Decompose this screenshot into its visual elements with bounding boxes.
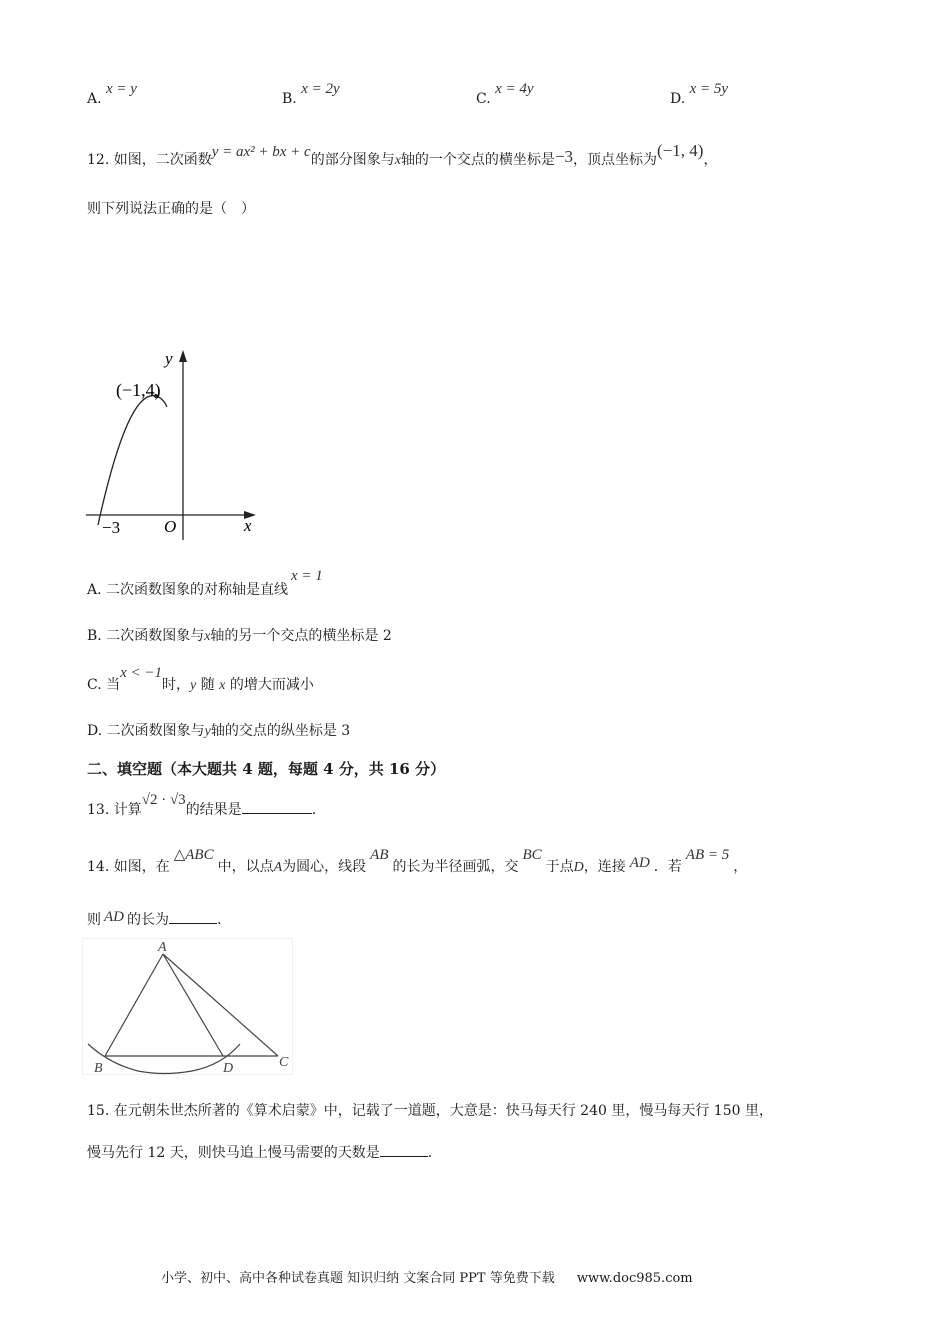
minus3-label: −3 [102, 518, 121, 537]
option-var: y [204, 724, 211, 739]
option-letter: C. [476, 91, 491, 107]
q13-text: . [311, 802, 317, 818]
q13-text: 的结果是 [185, 802, 242, 818]
option-letter: A. [87, 91, 102, 107]
option-text: B. 二次函数图象与 [87, 628, 205, 644]
q12-function-expr: y = ax² + bx + c [211, 144, 311, 160]
point-c-label: C [279, 1055, 289, 1070]
q14-segment: BC [522, 847, 542, 863]
option-text: D. 二次函数图象与 [87, 723, 205, 739]
q14-var: A [273, 860, 283, 875]
q14-text: 为圆心，线段 [282, 859, 367, 875]
option-expr: x = 2y [301, 81, 340, 97]
option-text: 时， [162, 677, 191, 693]
q14-stem [87, 847, 748, 877]
q14-segment: AB [370, 847, 389, 863]
q15-line1: 15. 在元朝朱世杰所著的《算术启蒙》中，记载了一道题，大意是：快马每天行 240 里，慢马每天行 150 里， [87, 1103, 773, 1119]
q14-triangle: △ABC [173, 847, 214, 863]
q13-text: 13. 计算 [87, 802, 142, 818]
option-var: x [219, 678, 226, 693]
q14-text: 则 [87, 912, 101, 928]
option-var: x [204, 629, 211, 644]
parabola-curve [98, 396, 167, 525]
q12-parabola-figure [82, 340, 272, 545]
section-title: 二、填空题（本大题共 4 题，每题 4 分，共 16 分） [87, 760, 446, 778]
option-expr: x = 5y [689, 81, 729, 97]
q12-vertex: (−1, 4) [657, 141, 704, 160]
y-axis-label: y [165, 349, 173, 368]
segment-ac [163, 954, 278, 1056]
q13-stem [87, 792, 317, 819]
origin-label: O [164, 517, 177, 536]
point-a-label: A [158, 940, 167, 955]
q15-text: 慢马先行 12 天，则快马追上慢马需要的天数是 [87, 1145, 380, 1161]
segment-ab [105, 954, 163, 1056]
q11-option-d [670, 81, 729, 108]
q14-text: ，连接 [583, 859, 626, 875]
q14-text: ．若 [653, 859, 682, 875]
y-axis-arrow-icon [179, 350, 187, 362]
answer-blank [169, 909, 217, 924]
q14-text: 于点 [545, 859, 574, 875]
q14-text: 中，以点 [217, 859, 274, 875]
q15-text: . [427, 1145, 433, 1161]
q14-text: 的长为 [127, 912, 169, 928]
option-text: 随 [200, 677, 215, 693]
option-expr: x < −1 [120, 665, 163, 681]
answer-blank [242, 799, 312, 814]
option-expr: x = y [106, 81, 137, 97]
footer-url[interactable]: www.doc985.com [576, 1271, 693, 1286]
q12-text: ，顶点坐标为 [573, 152, 658, 168]
option-letter: B. [282, 91, 297, 107]
footer [161, 1270, 693, 1288]
q13-expr: √2 · √3 [141, 792, 186, 808]
q12-text: 的部分图象与 [310, 152, 395, 168]
q14-given: AB = 5 [685, 847, 730, 863]
option-text: 轴的另一个交点的横坐标是 2 [210, 628, 392, 644]
option-var: y [190, 678, 197, 693]
q12-question: 则下列说法正确的是（ ） [87, 201, 255, 217]
q11-option-a [87, 81, 137, 108]
point-d-label: D [223, 1061, 234, 1076]
q12-root: −3 [554, 147, 574, 166]
vertex-label: (−1,4) [116, 380, 161, 400]
arc [88, 1044, 240, 1074]
x-axis-label: x [244, 516, 252, 535]
option-text: A. 二次函数图象的对称轴是直线 [87, 582, 289, 598]
option-text: 轴的交点的纵坐标是 3 [210, 723, 351, 739]
q11-option-b [282, 81, 340, 108]
option-letter: D. [670, 91, 686, 107]
q14-var: D [573, 860, 584, 875]
footer-text: 小学、初中、高中各种试卷真题 知识归纳 文案合同 PPT 等免费下载 [161, 1271, 555, 1286]
option-text: 的增大而减小 [229, 677, 314, 693]
q14-text: 14. 如图，在 [87, 859, 170, 875]
q14-triangle-figure [82, 938, 297, 1078]
q12-text: 轴的一个交点的横坐标是 [400, 152, 555, 168]
q12-option-c [87, 665, 314, 695]
q14-text: ， [733, 859, 748, 875]
q12-option-a [87, 568, 323, 599]
q11-option-c [476, 81, 534, 108]
q12-text: 12. 如图，二次函数 [87, 152, 212, 168]
segment-ad [163, 954, 223, 1056]
option-text: C. 当 [87, 677, 121, 693]
q12-option-d [87, 722, 350, 741]
q12-stem [87, 141, 718, 170]
q12-var: x [394, 153, 401, 168]
option-expr: x = 4y [495, 81, 534, 97]
q14-segment: AD [629, 855, 650, 871]
q14-segment: AD [104, 909, 124, 925]
q12-option-b [87, 627, 392, 646]
q14-text: 的长为半径画弧，交 [392, 859, 519, 875]
q15-line2 [87, 1142, 432, 1162]
q12-text: ， [703, 152, 718, 168]
answer-blank [380, 1142, 428, 1157]
q14-text: . [217, 912, 222, 928]
option-expr: x = 1 [291, 568, 323, 584]
figure-frame [83, 939, 293, 1075]
q14-question [87, 909, 221, 929]
point-b-label: B [94, 1061, 103, 1076]
